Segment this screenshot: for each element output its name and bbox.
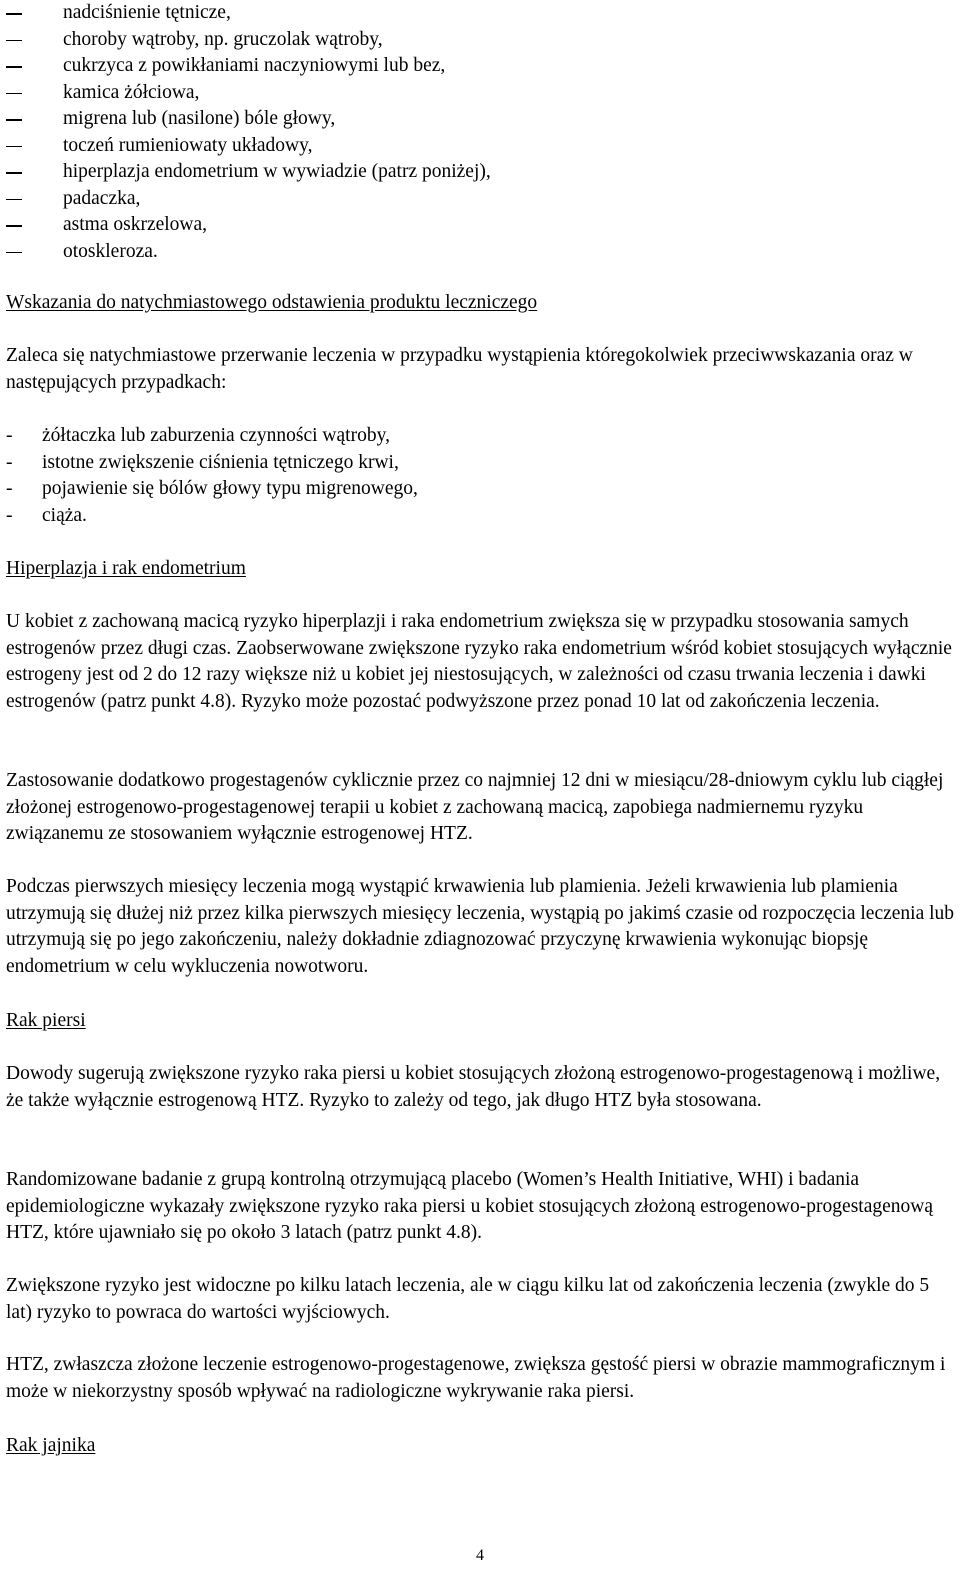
list-item: - ciąża. [6,504,87,526]
list-item: hiperplazja endometrium w wywiadzie (patrz poniżej), [0,159,960,186]
page-number: 4 [476,1547,484,1564]
list-item: - pojawienie się bólów głowy typu migrenowego, [6,478,418,499]
dash-bullet [6,199,22,201]
dash-bullet [6,252,22,254]
withdrawal-intro-paragraph: Zaleca się natychmiastowe przerwanie leczenia w przypadku wystąpienia któregokolwiek przeciwwskazania oraz w następujących przypadkach: [6,345,913,393]
list-item: cukrzyca z powikłaniami naczyniowymi lub bez, [0,53,960,80]
list-item: - żółtaczka lub zaburzenia czynności wątroby, [6,425,390,446]
dash-bullet [6,146,22,148]
contraindications-list [0,0,960,265]
list-item: nadciśnienie tętnicze, [0,0,960,27]
list-item: migrena lub (nasilone) bóle głowy, [0,106,960,133]
list-item: toczeń rumieniowaty układowy, [0,133,960,160]
dash-bullet [6,40,22,42]
breast-paragraph: HTZ, zwłaszcza złożone leczenie estrogenowo-progestagenowe, zwiększa gęstość piersi w obrazie mammograficznym i może w niekorzystny sposób wpływać na radiologiczne wykrywanie raka piersi. [6,1354,946,1402]
section-heading-withdrawal: Wskazania do natychmiastowego odstawienia produktu leczniczego [6,292,538,313]
endometrium-paragraph: Zastosowanie dodatkowo progestagenów cyklicznie przez co najmniej 12 dni w miesiącu/28-dniowym cyklu lub ciągłej złożonej estrogenowo-progestagenowej terapii u kobiet z zachowaną macicą, zapobiega nadmiernemu ryzyku związanemu ze stosowaniem wyłącznie estrogenowej HTZ. [6,770,944,844]
list-item: kamica żółciowa, [0,80,960,107]
endometrium-paragraph: Podczas pierwszych miesięcy leczenia mogą wystąpić krwawienia lub plamienia. Jeżeli krwawienia lub plamienia utrzymują się dłużej niż przez kilka pierwszych miesięcy leczenia, wystąpią po jakimś czasie od rozpoczęcia leczenia lub utrzymują się po jego zakończeniu, należy dokładnie zdiagnozować przyczynę krwawienia wykonując biopsję endometrium w celu wykluczenia nowotworu. [6,876,955,977]
section-heading-breast: Rak piersi [6,1010,86,1031]
list-item: otoskleroza. [0,239,960,266]
dash-bullet [6,172,22,174]
breast-paragraph: Dowody sugerują zwiększone ryzyko raka piersi u kobiet stosujących złożoną estrogenowo-progestagenową i możliwe, że także wyłącznie estrogenową HTZ. Ryzyko to zależy od tego, jak długo HTZ była stosowana. [6,1063,941,1111]
list-item: astma oskrzelowa, [0,212,960,239]
list-item: padaczka, [0,186,960,213]
dash-bullet [6,93,22,95]
dash-bullet [6,225,22,227]
withdrawal-list [6,423,906,529]
dash-bullet [6,13,22,15]
dash-bullet [6,66,22,68]
list-item: choroby wątroby, np. gruczolak wątroby, [0,27,960,54]
section-heading-endometrium: Hiperplazja i rak endometrium [6,558,246,579]
dash-bullet [6,119,22,121]
breast-paragraph: Zwiększone ryzyko jest widoczne po kilku latach leczenia, ale w ciągu kilku lat od zakończenia leczenia (zwykle do 5 lat) ryzyko to powraca do wartości wyjściowych. [6,1275,930,1323]
list-item: - istotne zwiększenie ciśnienia tętniczego krwi, [6,451,399,473]
endometrium-paragraph: U kobiet z zachowaną macicą ryzyko hiperplazji i raka endometrium zwiększa się w przypadku stosowania samych estrogenów przez długi czas. Zaobserwowane zwiększone ryzyko raka endometrium wśród kobiet stosujących wyłącznie estrogeny jest od 2 do 12 razy większe niż u kobiet jej niestosujących, w zależności od czasu trwania leczenia i dawki estrogenów (patrz punkt 4.8). Ryzyko może pozostać podwyższone przez ponad 10 lat od zakończenia leczenia. [6,611,952,712]
breast-paragraph: Randomizowane badanie z grupą kontrolną otrzymującą placebo (Women’s Health Initiative, WHI) i badania epidemiologiczne wykazały zwiększone ryzyko raka piersi u kobiet stosujących złożoną estrogenowo-progestagenową HTZ, które ujawniało się po około 3 latach (patrz punkt 4.8). [6,1169,934,1243]
section-heading-ovary: Rak jajnika [6,1435,96,1456]
